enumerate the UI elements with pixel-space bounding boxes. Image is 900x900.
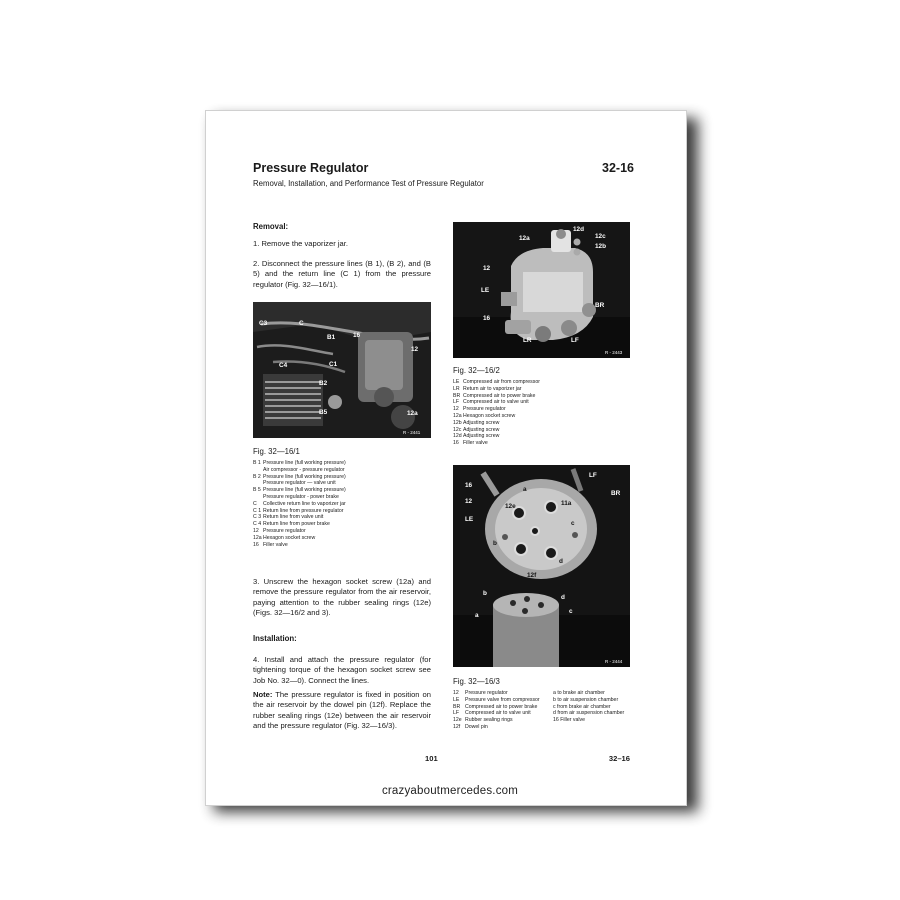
fig2-legend-desc: Return air to vaporizer jar — [463, 385, 522, 392]
fig1-legend-row — [253, 514, 431, 521]
footer-job-number: 32–16 — [608, 754, 630, 763]
fig2-legend — [453, 379, 630, 447]
fig3-legend-row — [453, 704, 549, 711]
fig2-legend-desc: Compressed air from compressor — [463, 379, 540, 385]
fig1-legend-key: C 1 — [253, 507, 262, 514]
fig2-legend-key: 12 — [453, 406, 459, 413]
fig1-callout-b5: B5 — [319, 409, 328, 416]
fig3-legend-row — [453, 690, 549, 697]
fig3-legend — [453, 690, 630, 731]
fig2-legend-key: LE — [453, 379, 460, 385]
fig3-callout-a-lower: a — [475, 612, 479, 619]
fig2-legend-key: 12a — [453, 412, 462, 419]
fig1-legend-key: 12a — [253, 534, 262, 541]
fig3-legend-key: 12 — [453, 690, 459, 696]
fig1-legend-desc: Pressure line (full working pressure) — [263, 487, 346, 494]
fig1-legend-key: B 2 — [253, 473, 261, 480]
installation-heading: Installation: — [253, 634, 297, 643]
fig2-legend-row — [453, 413, 630, 420]
fig1-legend-key: B 5 — [253, 487, 261, 494]
fig2-legend-key: BR — [453, 392, 461, 399]
fig1-legend-row — [253, 528, 431, 535]
fig2-callout-12a: 12a — [519, 235, 530, 242]
fig3-legend-desc: Dowel pin — [465, 723, 488, 730]
fig1-caption: Fig. 32—16/1 — [253, 447, 300, 456]
fig1-callout-c3: C3 — [259, 320, 268, 327]
fig3-callout-le: LE — [465, 516, 474, 523]
fig2-legend-desc: Pressure regulator — [463, 406, 506, 413]
fig3-callout-a: a — [523, 486, 527, 493]
fig2-legend-desc: Compressed air to valve unit — [463, 399, 529, 406]
fig3-legend-port: 16 Filler valve — [553, 717, 586, 724]
fig3-caption: Fig. 32—16/3 — [453, 677, 500, 686]
fig3-callout-b: b — [493, 540, 497, 547]
fig1-callout-c4: C4 — [279, 362, 288, 369]
note-label: Note: — [253, 690, 273, 699]
fig3-callout-c: c — [571, 520, 575, 527]
fig2-callout-br: BR — [595, 302, 605, 309]
fig2-legend-row — [453, 399, 630, 406]
fig1-legend-desc: Pressure line (full working pressure) — [263, 473, 346, 480]
fig3-legend-right — [553, 690, 630, 731]
fig1-legend — [253, 460, 431, 548]
fig2-callout-le: LE — [481, 287, 490, 294]
fig1-legend-subline: Air compressor - pressure regulator — [263, 466, 345, 473]
fig2-callout-12c: 12c — [595, 233, 606, 240]
fig3-legend-row — [453, 724, 549, 731]
fig2-legend-desc: Adjusting screw — [463, 433, 500, 440]
fig3-callout-12f: 12f — [527, 572, 537, 579]
fig2-callout-12d: 12d — [573, 226, 585, 233]
fig1-callout-c: C — [299, 320, 304, 327]
fig3-photo-code: R - 2444 — [605, 659, 623, 664]
removal-step-1: 1. Remove the vaporizer jar. — [253, 239, 348, 248]
fig1-legend-desc: Filler valve — [263, 541, 288, 548]
fig3-legend-desc: Rubber sealing rings — [465, 717, 513, 724]
fig1-legend-key: 16 — [253, 541, 259, 548]
fig1-callout-12: 12 — [411, 346, 419, 353]
fig3-legend-desc: Compressed air to power brake — [465, 703, 538, 710]
fig2-legend-key: LR — [453, 385, 460, 392]
fig3-legend-row — [453, 697, 549, 704]
fig1-legend-key: C 4 — [253, 521, 262, 528]
fig3-callout-lf: LF — [589, 472, 597, 479]
fig1-legend-subline: Pressure regulator — valve unit — [263, 480, 336, 487]
page-title: Pressure Regulator — [253, 161, 369, 175]
fig1-legend-desc: Return line from pressure regulator — [263, 507, 344, 514]
fig1-legend-desc: Pressure line (full working pressure) — [263, 460, 346, 466]
fig2-callout-lr: LR — [523, 337, 532, 344]
note-text: The pressure regulator is fixed in position on the air reservoir by the dowel pin (12f). Replace the rubber sealing rings (12e) between the air reservoir and the pressure regulator (Fig. 32—16/3). — [253, 690, 431, 731]
fig3-legend-key: 12e — [453, 717, 462, 724]
fig3-callout-br: BR — [611, 490, 621, 497]
fig3-callout-11a: 11a — [561, 500, 572, 507]
fig3-legend-desc: Pressure valve from compressor — [465, 696, 540, 703]
fig1-callout-16: 16 — [353, 332, 361, 339]
fig1-legend-row — [253, 474, 431, 481]
fig3-photo — [453, 465, 630, 667]
fig2-caption: Fig. 32—16/2 — [453, 366, 500, 375]
fig2-callout-12b: 12b — [595, 243, 607, 250]
fig1-legend-subline: Pressure regulator - power brake — [263, 493, 339, 500]
fig2-legend-key: 12d — [453, 433, 462, 440]
fig2-legend-row — [453, 420, 630, 427]
fig1-legend-row — [253, 487, 431, 494]
fig1-callout-c1: C1 — [329, 361, 338, 368]
fig2-callout-16: 16 — [483, 315, 491, 322]
fig1-legend-desc: Return line from valve unit — [263, 514, 324, 521]
installation-step-4: 4. Install and attach the pressure regulator (for tightening torque of the hexagon socket screw see Job No. 32—0). Connect the lines. — [253, 655, 431, 685]
fig1-legend-row — [253, 501, 431, 508]
fig1-legend-row — [253, 508, 431, 515]
fig1-callout-12a: 12a — [407, 410, 418, 417]
fig3-callout-d-lower: d — [561, 594, 565, 601]
fig3-legend-port: d from air suspension chamber — [553, 710, 625, 717]
fig3-callout-12e: 12e — [505, 503, 516, 510]
fig2-legend-desc: Hexagon socket screw — [463, 412, 516, 419]
installation-note — [253, 690, 431, 732]
fig1-legend-key: 12 — [253, 527, 259, 534]
removal-step-3: 3. Unscrew the hexagon socket screw (12a) and remove the pressure regulator from the air reservoir, paying attention to the rubber sealing rings (12e) (Figs. 32—16/2 and 3). — [253, 577, 431, 618]
fig3-callout-b-lower: b — [483, 590, 487, 597]
fig3-callout-d: d — [559, 558, 563, 565]
page-number: 101 — [425, 754, 438, 763]
fig2-legend-row — [453, 406, 630, 413]
fig3-legend-left — [453, 690, 549, 731]
fig3-legend-port: c from brake air chamber — [553, 703, 611, 710]
job-number: 32-16 — [602, 161, 634, 175]
fig1-legend-desc: Return line from power brake — [263, 521, 330, 528]
fig1-legend-key: C — [253, 500, 257, 507]
manual-page — [205, 110, 687, 806]
fig2-photo — [453, 222, 630, 358]
fig2-legend-desc: Compressed air to power brake — [463, 392, 536, 399]
fig1-legend-row — [253, 542, 431, 549]
removal-step-2: 2. Disconnect the pressure lines (B 1), (B 2), and (B 5) and the return line (C 1) from the pressure regulator (Fig. 32—16/1). — [253, 259, 431, 289]
watermark-text: crazyaboutmercedes.com — [381, 785, 519, 797]
fig3-callout-c-lower: c — [569, 608, 573, 615]
fig2-callout-12: 12 — [483, 265, 491, 272]
fig2-legend-row — [453, 393, 630, 400]
fig2-legend-row — [453, 386, 630, 393]
fig2-legend-row — [453, 433, 630, 440]
fig1-legend-row — [253, 535, 431, 542]
fig1-photo — [253, 302, 431, 438]
fig1-callout-b1: B1 — [327, 334, 336, 341]
fig2-legend-key: 12c — [453, 426, 462, 433]
fig1-legend-desc: Collective return line to vaporizer jar — [263, 500, 346, 507]
fig1-legend-desc: Pressure regulator — [263, 527, 306, 534]
fig1-legend-key: C 3 — [253, 514, 262, 521]
fig2-legend-row — [453, 440, 630, 447]
fig2-callout-lf: LF — [571, 337, 579, 344]
fig3-legend-key: LF — [453, 710, 460, 717]
fig1-legend-key: B 1 — [253, 460, 261, 466]
fig3-callout-12: 12 — [465, 498, 473, 505]
fig3-legend-desc: Compressed air to valve unit — [465, 710, 531, 717]
fig1-legend-desc: Hexagon socket screw — [263, 534, 316, 541]
fig2-legend-key: LF — [453, 399, 460, 406]
fig1-photo-code: R - 2441 — [403, 430, 421, 435]
fig3-legend-key: BR — [453, 703, 461, 710]
fig2-legend-key: 16 — [453, 440, 459, 447]
fig3-legend-desc: Pressure regulator — [465, 690, 508, 696]
fig3-legend-port: a to brake air chamber — [553, 690, 605, 696]
fig1-legend-row — [253, 521, 431, 528]
fig3-callout-16: 16 — [465, 482, 473, 489]
fig1-legend-row — [253, 460, 431, 467]
fig3-legend-key: 12f — [453, 723, 461, 730]
fig2-legend-desc: Adjusting screw — [463, 426, 500, 433]
fig2-legend-row — [453, 379, 630, 386]
fig2-legend-row — [453, 427, 630, 434]
fig3-legend-row — [453, 717, 549, 724]
fig2-legend-key: 12b — [453, 419, 462, 426]
page-subtitle: Removal, Installation, and Performance Test of Pressure Regulator — [253, 179, 484, 188]
fig3-legend-key: LE — [453, 696, 460, 703]
fig2-photo-code: R - 2443 — [605, 350, 623, 355]
fig2-legend-desc: Adjusting screw — [463, 419, 500, 426]
fig1-callout-b2: B2 — [319, 380, 328, 387]
fig3-legend-row — [453, 710, 549, 717]
fig3-legend-port: b to air suspension chamber — [553, 696, 619, 703]
fig2-legend-desc: Filler valve — [463, 440, 488, 447]
removal-heading: Removal: — [253, 222, 289, 231]
